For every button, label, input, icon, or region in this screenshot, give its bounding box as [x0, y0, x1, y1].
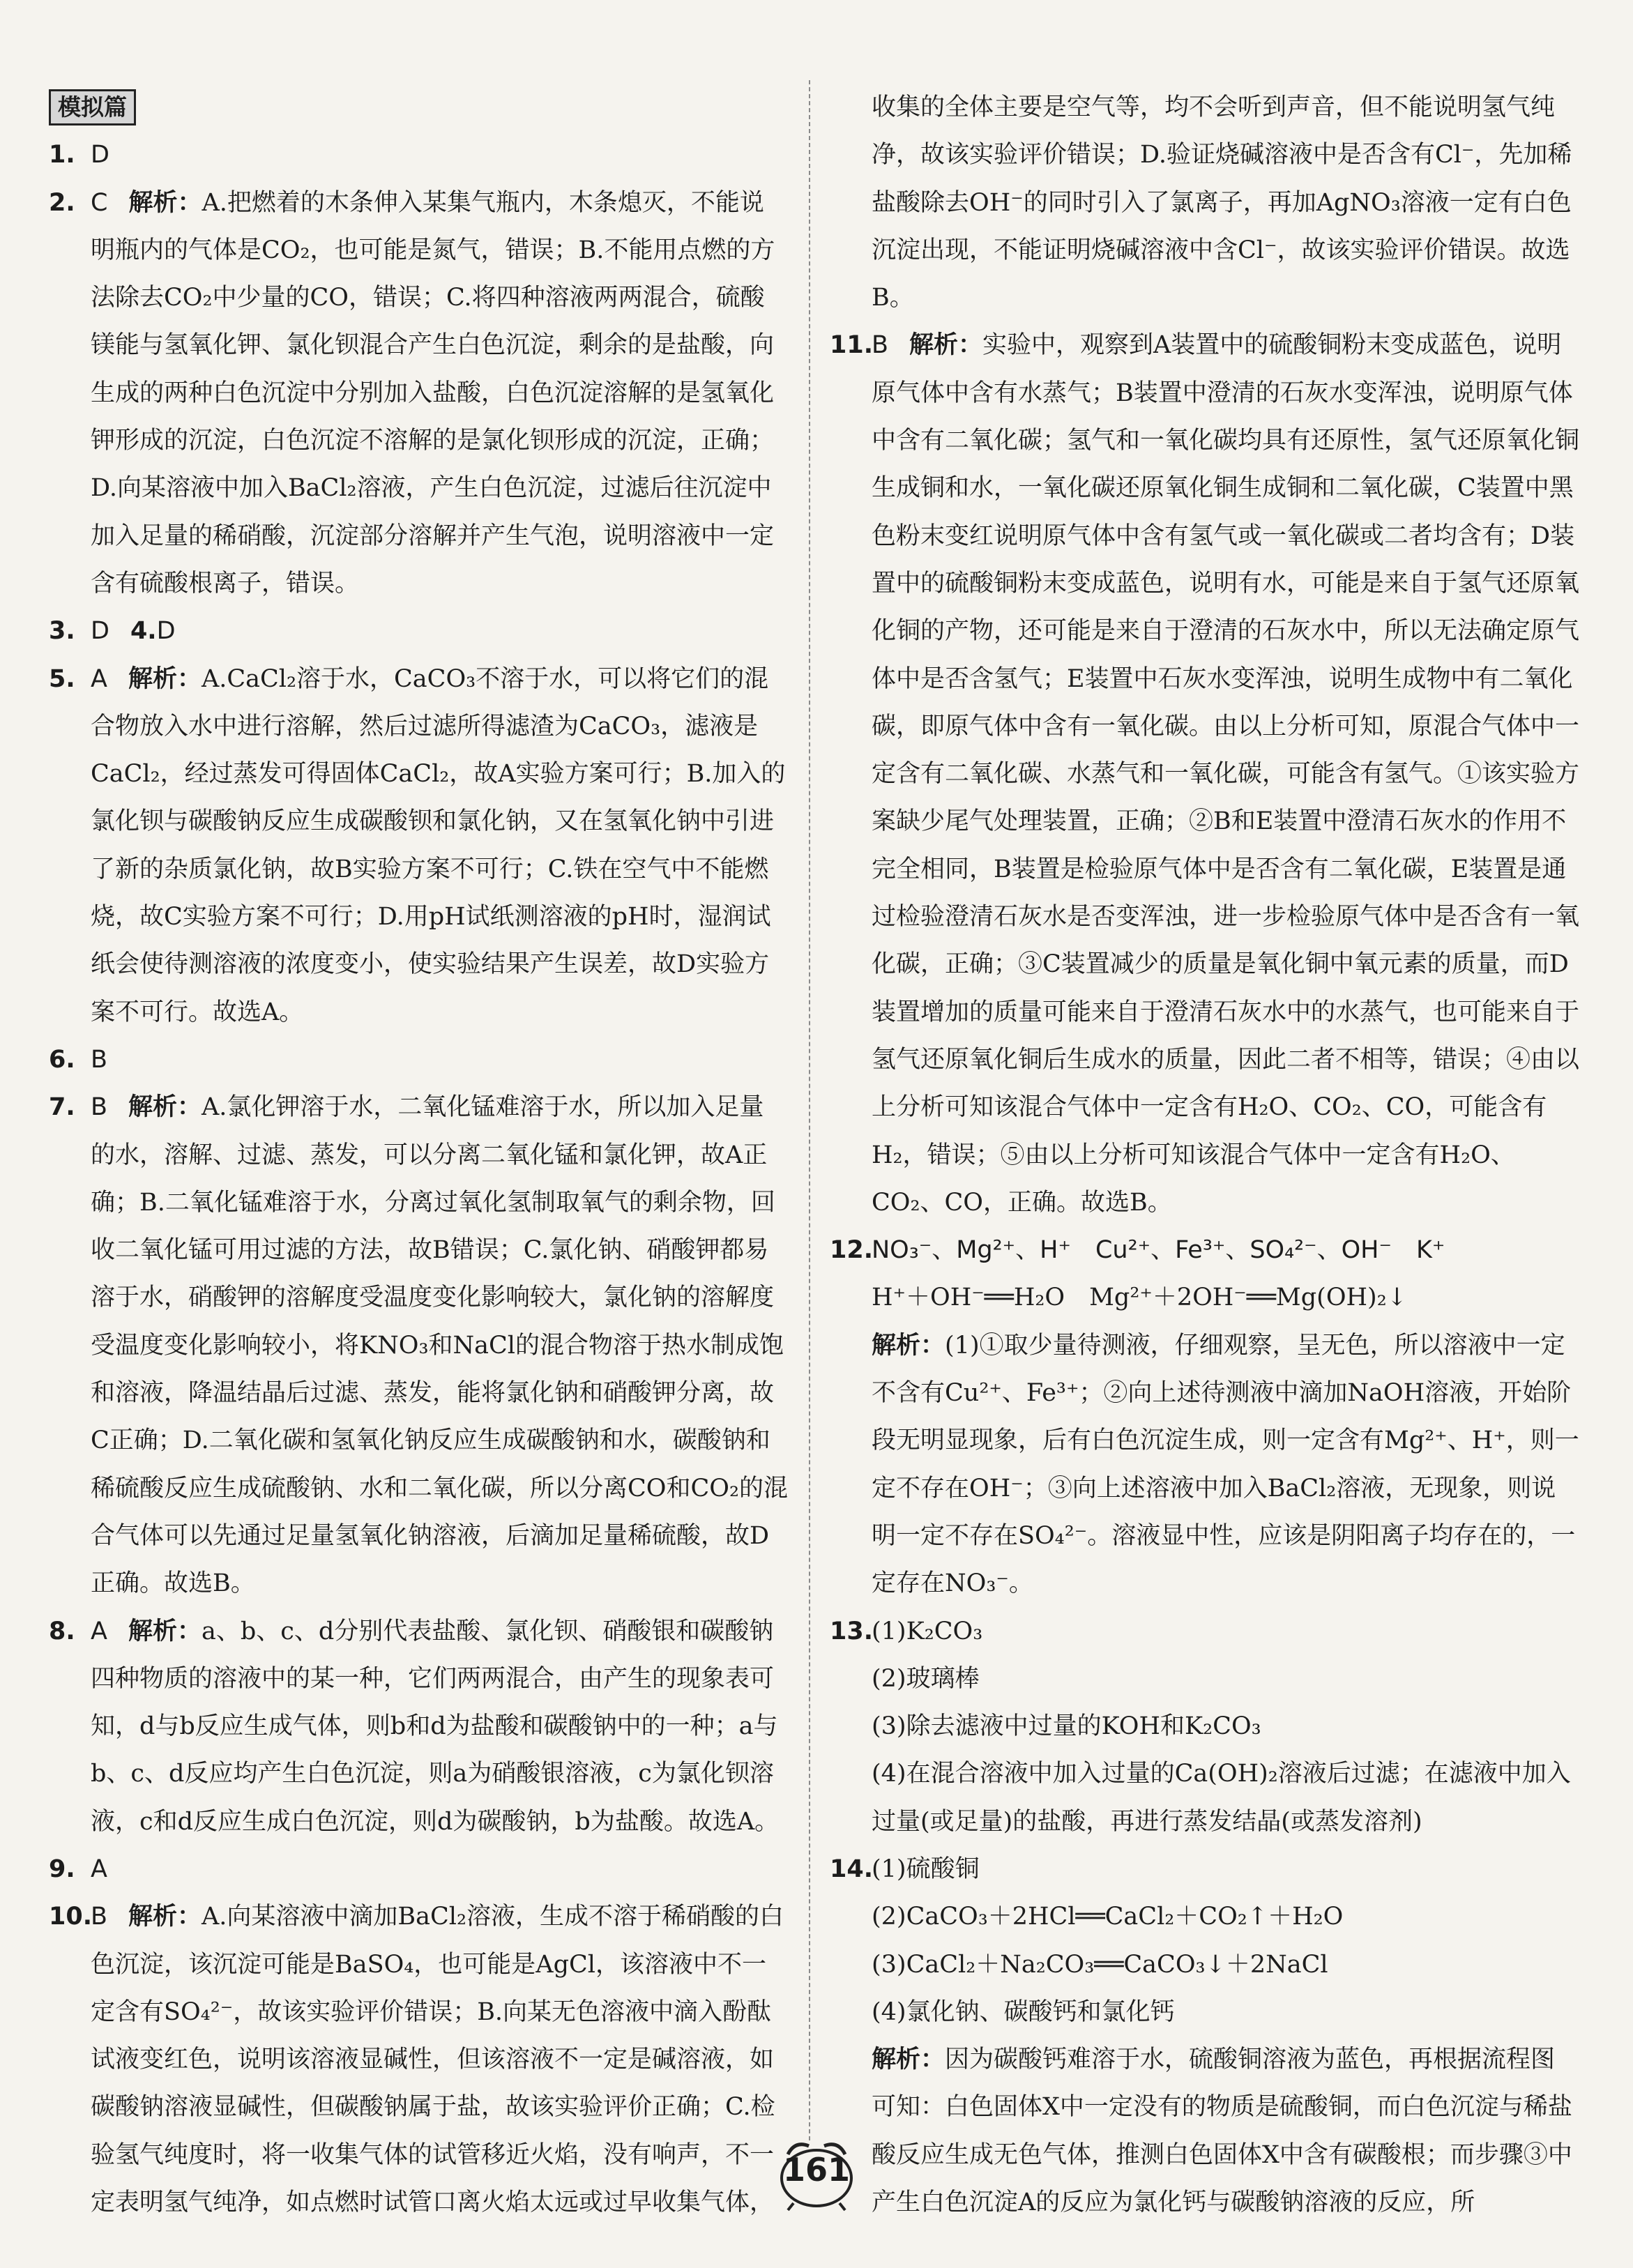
answer-part: (3)除去滤液中过量的KOH和K₂CO₃: [872, 1712, 1261, 1741]
question-12: [830, 1226, 1579, 1274]
question-number: 1.: [49, 141, 75, 169]
question-10: [49, 1893, 788, 2226]
question-number: 2.: [49, 188, 75, 217]
question-number: 7.: [49, 1093, 75, 1122]
question-number: 3.: [49, 617, 75, 646]
explanation-text: (1)①取少量待测液，仔细观察，呈无色，所以溶液中一定不含有Cu²⁺、Fe³⁺；②向上述待测液中滴加NaOH溶液，开始阶段无明显现象，后有白色沉淀生成，则一定含有Mg²⁺、H⁺，则一定不存在OH⁻；③向上述溶液中加入BaCl₂溶液，无现象，则说明一定不存在SO₄²⁻。溶液显中性，应该是阴阳离子均存在的，一定存在NO₃⁻。: [872, 1331, 1579, 1598]
question-number: 9.: [49, 1855, 75, 1883]
section-label: 模拟篇: [49, 89, 136, 125]
equation-line: H⁺＋OH⁻══H₂O Mg²⁺＋2OH⁻══Mg(OH)₂↓: [872, 1284, 1408, 1312]
answer-part: (3)CaCl₂＋Na₂CO₃══CaCO₃↓＋2NaCl: [872, 1950, 1328, 1979]
question-8: [49, 1608, 788, 1845]
answer-part: (4)氯化钠、碳酸钙和氯化钙: [872, 1997, 1175, 2026]
question-11: [830, 321, 1579, 1226]
question-3-4: [49, 607, 788, 655]
question-answer: A: [91, 664, 107, 693]
explanation-text: A.CaCl₂溶于水，CaCO₃不溶于水，可以将它们的混合物放入水中进行溶解，然后过滤所得滤渣为CaCO₃，滤液是CaCl₂，经过蒸发可得固体CaCl₂，故A实验方案可行；B.加入的氯化钡与碳酸钠反应生成碳酸钡和氯化钠，又在氢氧化钠中引进了新的杂质氯化钠，故B实验方案不可行；C.铁在空气中不能燃烧，故C实验方案不可行；D.用pH试纸测溶液的pH时，湿润试纸会使待测溶液的浓度变小，使实验结果产生误差，故D实验方案不可行。故选A。: [91, 664, 786, 1026]
explanation-tag: 解析：: [128, 1617, 202, 1645]
question-10-continuation: 收集的全体主要是空气等，均不会听到声音，但不能说明氢气纯净，故该实验评价错误；D.验证烧碱溶液中是否含有Cl⁻，先加稀盐酸除去OH⁻的同时引入了氯离子，再加AgNO₃溶液一定有白色沉淀出现，不能证明烧碱溶液中含Cl⁻，故该实验评价错误。故选B。: [872, 93, 1572, 312]
question-number: 8.: [49, 1617, 75, 1645]
explanation-tag: 解析：: [128, 188, 202, 217]
explanation-tag: 解析：: [872, 1331, 945, 1360]
answer-part: (2)CaCO₃＋2HCl══CaCl₂＋CO₂↑＋H₂O: [872, 1903, 1344, 1931]
column-divider: [809, 80, 810, 2140]
left-column: [49, 84, 788, 2226]
page-number: 161: [782, 2151, 851, 2189]
answer-part: (4)在混合溶液中加入过量的Ca(OH)₂溶液后过滤；在滤液中加入过量(或足量)的盐酸，再进行蒸发结晶(或蒸发溶剂): [872, 1760, 1571, 1836]
answer-part: (1)硫酸铜: [872, 1855, 980, 1883]
question-answer: B: [91, 1093, 108, 1122]
question-number: 12.: [830, 1236, 874, 1265]
question-5: [49, 655, 788, 1036]
question-9: [49, 1845, 788, 1893]
explanation-text: 实验中，观察到A装置中的硫酸铜粉末变成蓝色，说明原气体中含有水蒸气；B装置中澄清的石灰水变浑浊，说明原气体中含有二氧化碳；氢气和一氧化碳均具有还原性，氢气还原氧化铜生成铜和水，一氧化碳还原氧化铜生成铜和二氧化碳，C装置中黑色粉末变红说明原气体中含有氢气或一氧化碳或二者均含有；D装置中的硫酸铜粉末变成蓝色，说明有水，可能是来自于氢气还原氧化铜的产物，还可能是来自于澄清的石灰水中，所以无法确定原气体中是否含氢气；E装置中石灰水变浑浊，说明生成物中有二氧化碳，即原气体中含有一氧化碳。由以上分析可知，原混合气体中一定含有二氧化碳、水蒸气和一氧化碳，可能含有氢气。①该实验方案缺少尾气处理装置，正确；②B和E装置中澄清石灰水的作用不完全相同，B装置是检验原气体中是否含有二氧化碳，E装置是通过检验澄清石灰水是否变浑浊，进一步检验原气体中是否含有一氧化碳，正确；③C装置减少的质量是氧化铜中氧元素的质量，而D装置增加的质量可能来自于澄清石灰水中的水蒸气，也可能来自于氢气还原氧化铜后生成水的质量，因此二者不相等，错误；④由以上分析可知该混合气体中一定含有H₂O、CO₂、CO，可能含有H₂，错误；⑤由以上分析可知该混合气体中一定含有H₂O、CO₂、CO，正确。故选B。: [872, 331, 1580, 1217]
explanation-tag: 解析：: [909, 331, 983, 360]
explanation: [830, 2036, 1579, 2226]
question-answer: B: [91, 1045, 108, 1074]
question-14: [830, 1845, 1579, 1893]
question-1: [49, 131, 788, 178]
explanation-tag: 解析：: [128, 1903, 202, 1931]
question-number: 6.: [49, 1045, 75, 1074]
explanation: [830, 1322, 1579, 1608]
question-answer: C: [91, 188, 108, 217]
question-answer: A: [91, 1855, 107, 1883]
answer-part: (2)玻璃棒: [872, 1664, 980, 1693]
question-number: 13.: [830, 1617, 874, 1645]
question-2: [49, 179, 788, 608]
question-13: [830, 1608, 1579, 1655]
explanation-text: A.向某溶液中滴加BaCl₂溶液，生成不溶于稀硝酸的白色沉淀，该沉淀可能是BaSO₄，也可能是AgCl，该溶液中不一定含有SO₄²⁻，故该实验评价错误；B.向某无色溶液中滴入酚酞试液变红色，说明该溶液显碱性，但该溶液不一定是碱溶液，如碳酸钠溶液显碱性，但碳酸钠属于盐，故该实验评价正确；C.检验氢气纯度时，将一收集气体的试管移近火焰，没有响声，不一定表明氢气纯净，如点燃时试管口离火焰太远或过早收集气体，: [91, 1903, 784, 2217]
question-number: 14.: [830, 1855, 874, 1883]
explanation-text: 因为碳酸钙难溶于水，硫酸铜溶液为蓝色，再根据流程图可知：白色固体X中一定没有的物质是硫酸铜，而白色沉淀与稀盐酸反应生成无色气体，推测白色固体X中含有碳酸根；而步骤③中产生白色沉淀A的反应为氯化钙与碳酸钠溶液的反应，所: [872, 2046, 1572, 2217]
question-answer: B: [91, 1903, 108, 1931]
explanation-text: a、b、c、d分别代表盐酸、氯化钡、硝酸银和碳酸钠四种物质的溶液中的某一种，它们两两混合，由产生的现象表可知，d与b反应生成气体，则b和d为盐酸和碳酸钠中的一种；a与b、c、d反应均产生白色沉淀，则a为硝酸银溶液，c为氯化钡溶液，c和d反应生成白色沉淀，则d为碳酸钠，b为盐酸。故选A。: [91, 1617, 780, 1836]
right-column: [830, 84, 1579, 2226]
explanation-text: A.氯化钾溶于水，二氧化锰难溶于水，所以加入足量的水，溶解、过滤、蒸发，可以分离二氧化锰和氯化钾，故A正确；B.二氧化锰难溶于水，分离过氧化氢制取氧气的剩余物，回收二氧化锰可用过滤的方法，故B错误；C.氯化钠、硝酸钾都易溶于水，硝酸钾的溶解度受温度变化影响较大，氯化钠的溶解度受温度变化影响较小，将KNO₃和NaCl的混合物溶于热水制成饱和溶液，降温结晶后过滤、蒸发，能将氯化钠和硝酸钾分离，故C正确；D.二氧化碳和氢氧化钠反应生成碳酸钠和水，碳酸钠和稀硫酸反应生成硫酸钠、水和二氧化碳，所以分离CO和CO₂的混合气体可以先通过足量氢氧化钠溶液，后滴加足量稀硫酸，故D正确。故选B。: [91, 1093, 788, 1598]
question-answer: NO₃⁻、Mg²⁺、H⁺ Cu²⁺、Fe³⁺、SO₄²⁻、OH⁻ K⁺: [872, 1236, 1445, 1265]
explanation-text: A.把燃着的木条伸入某集气瓶内，木条熄灭，不能说明瓶内的气体是CO₂，也可能是氮气，错误；B.不能用点燃的方法除去CO₂中少量的CO，错误；C.将四种溶液两两混合，硫酸镁能与氢氧化钾、氯化钡混合产生白色沉淀，剩余的是盐酸，向生成的两种白色沉淀中分别加入盐酸，白色沉淀溶解的是氢氧化钾形成的沉淀，白色沉淀不溶解的是氯化钡形成的沉淀，正确；D.向某溶液中加入BaCl₂溶液，产生白色沉淀，过滤后往沉淀中加入足量的稀硝酸，沉淀部分溶解并产生气泡，说明溶液中一定含有硫酸根离子，错误。: [91, 188, 775, 598]
question-number: 10.: [49, 1903, 93, 1931]
question-answer: B: [872, 331, 889, 360]
question-answer: D: [156, 617, 176, 646]
answer-part: (1)K₂CO₃: [872, 1617, 983, 1645]
question-answer: A: [91, 1617, 107, 1645]
question-number: 5.: [49, 664, 75, 693]
explanation-tag: 解析：: [128, 1093, 202, 1122]
question-answer: D: [91, 141, 109, 169]
explanation-tag: 解析：: [872, 2046, 945, 2074]
question-7: [49, 1083, 788, 1607]
question-number: 11.: [830, 331, 874, 360]
question-answer: D: [91, 617, 109, 646]
question-number: 4.: [130, 617, 157, 646]
explanation-tag: 解析：: [128, 664, 202, 693]
question-6: [49, 1036, 788, 1083]
